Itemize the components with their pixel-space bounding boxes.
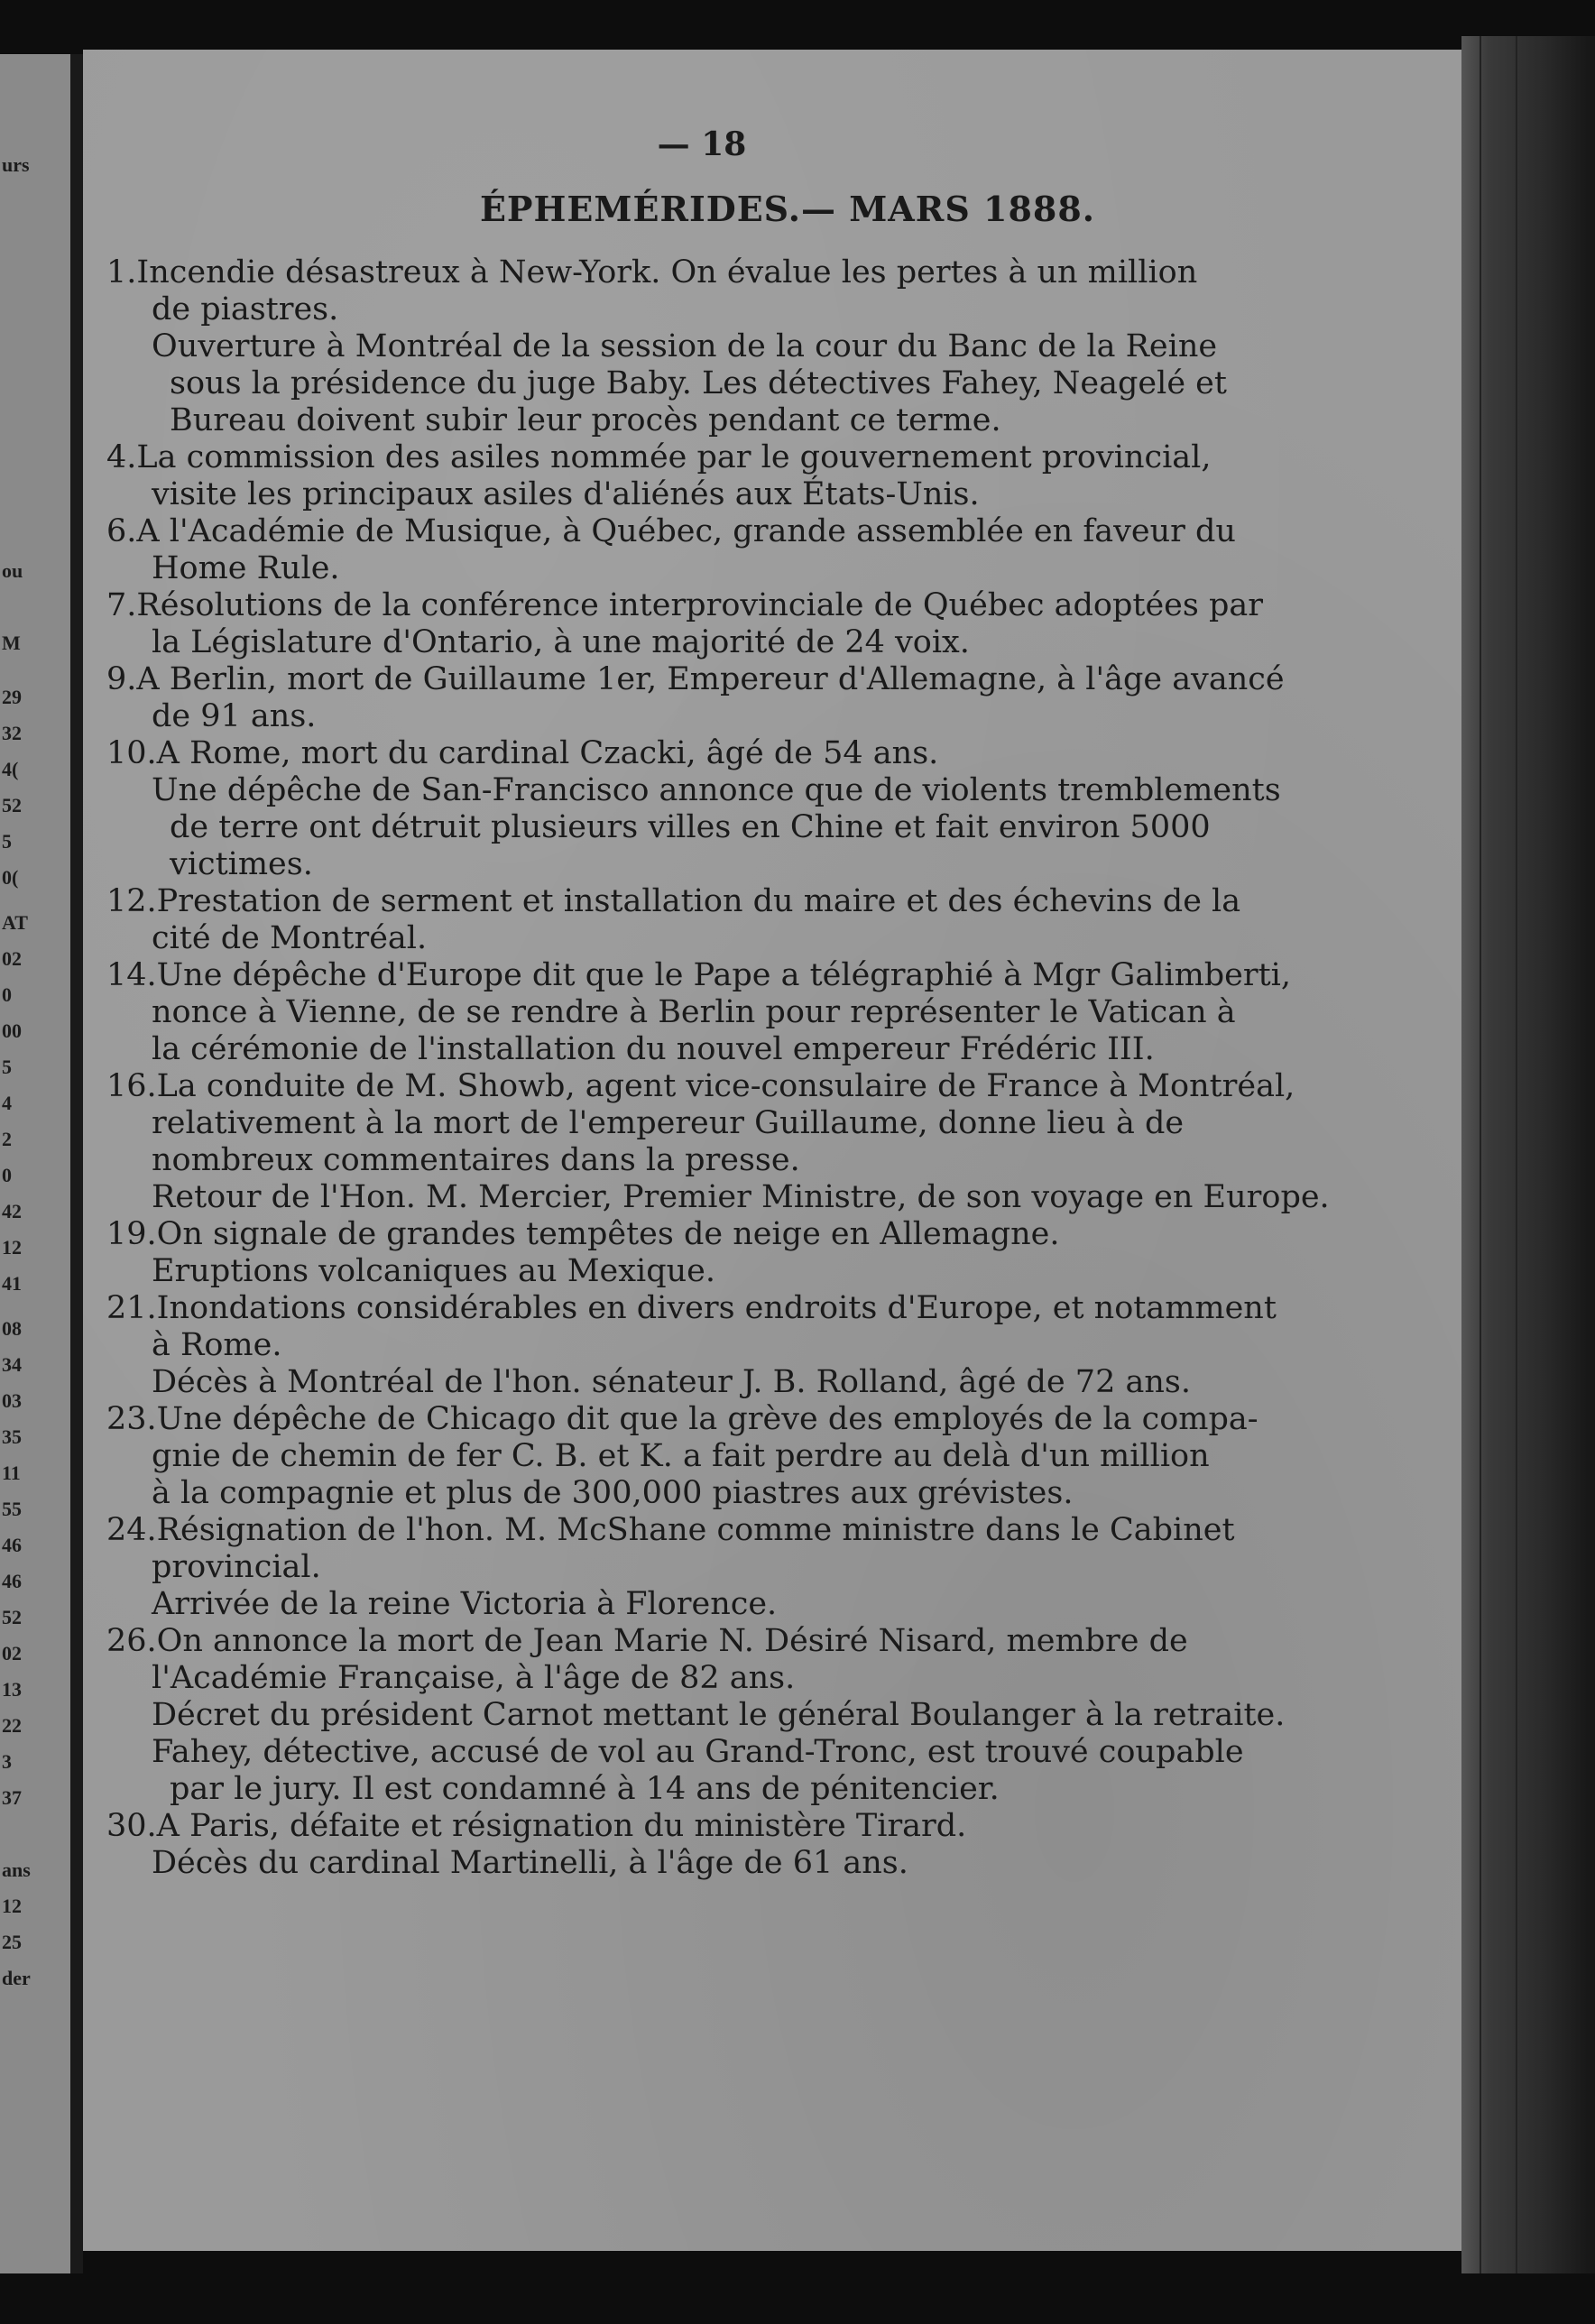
entry-text: On signale de grandes tempêtes de neige en Allemagne. [156, 1216, 1060, 1252]
list-item [106, 661, 1369, 735]
entry-line [106, 1512, 1369, 1549]
entry-line [106, 1623, 1369, 1660]
list-item [106, 254, 1369, 328]
list-item [106, 1845, 1369, 1882]
adjacent-page-fragment: 3 [2, 1750, 12, 1773]
entry-text: Une dépêche de Chicago dit que la grève des employés de la compa- [156, 1401, 1258, 1437]
list-item [106, 1697, 1369, 1734]
entry-line: Bureau doivent subir leur procès pendant ce terme. [170, 402, 1001, 438]
adjacent-page-fragment: 41 [2, 1272, 22, 1295]
entry-line: Décès du cardinal Martinelli, à l'âge de 61 ans. [152, 1845, 908, 1881]
list-item [106, 1623, 1369, 1697]
entry-text: Inondations considérables en divers endroits d'Europe, et notamment [156, 1290, 1277, 1326]
list-item [106, 772, 1369, 883]
entry-line [106, 513, 1369, 550]
list-item [106, 513, 1369, 587]
adjacent-page-fragment: 12 [2, 1895, 22, 1917]
adjacent-page-fragment: 52 [2, 794, 22, 816]
entry-day-number: 30. [106, 1808, 157, 1844]
list-item [106, 1253, 1369, 1290]
entry-line: victimes. [170, 846, 313, 882]
list-item [106, 957, 1369, 1068]
list-item [106, 1290, 1369, 1364]
adjacent-page-fragment: 42 [2, 1200, 22, 1222]
adjacent-page-fragment: der [2, 1967, 31, 1989]
entry-line: cité de Montréal. [152, 920, 428, 956]
list-item [106, 735, 1369, 772]
entry-text: Résignation de l'hon. M. McShane comme ministre dans le Cabinet [156, 1512, 1235, 1548]
adjacent-page-fragment: 37 [2, 1786, 22, 1809]
adjacent-page-fragment: 29 [2, 686, 22, 708]
entry-line: Décès à Montréal de l'hon. sénateur J. B. Rolland, âgé de 72 ans. [152, 1364, 1191, 1400]
adjacent-page-fragment: 2 [2, 1128, 12, 1150]
adjacent-page-fragment: 4 [2, 1092, 12, 1114]
adjacent-page-fragment: 13 [2, 1678, 22, 1701]
entry-text: Résolutions de la conférence interprovinciale de Québec adoptées par [136, 587, 1263, 623]
adjacent-page-fragment: 34 [2, 1353, 22, 1376]
entry-day-number: 19. [106, 1216, 157, 1252]
list-item [106, 1179, 1369, 1216]
adjacent-page-fragment: 0( [2, 866, 19, 889]
entry-line [106, 883, 1369, 920]
adjacent-page-fragment: 4( [2, 758, 19, 780]
entry-day-number: 26. [106, 1623, 157, 1659]
entry-line: de piastres. [152, 291, 339, 327]
entry-line: provincial. [152, 1549, 321, 1585]
adjacent-page-fragment: 0 [2, 983, 12, 1006]
entry-text: A Rome, mort du cardinal Czacki, âgé de 54 ans. [156, 735, 939, 771]
adjacent-page-fragment: 52 [2, 1606, 22, 1628]
adjacent-page-fragment: 11 [2, 1462, 21, 1484]
entry-line: sous la présidence du juge Baby. Les détectives Fahey, Neagelé et [170, 365, 1227, 401]
entry-line: Eruptions volcaniques au Mexique. [152, 1253, 715, 1289]
entry-line: la Législature d'Ontario, à une majorité de 24 voix. [152, 624, 970, 660]
entry-line [106, 1401, 1369, 1438]
entry-line [106, 661, 1369, 698]
entry-line: à Rome. [152, 1327, 282, 1363]
adjacent-page-fragment: 12 [2, 1236, 22, 1259]
entry-line: l'Académie Française, à l'âge de 82 ans. [152, 1660, 796, 1696]
entry-line: de 91 ans. [152, 698, 317, 734]
entry-line: nonce à Vienne, de se rendre à Berlin pour représenter le Vatican à [152, 994, 1236, 1030]
spine-edge-line [1480, 36, 1481, 2273]
adjacent-page-fragment: 08 [2, 1317, 22, 1340]
entry-line: Retour de l'Hon. M. Mercier, Premier Ministre, de son voyage en Europe. [152, 1179, 1330, 1215]
entry-line [106, 735, 1369, 772]
adjacent-page-fragment: 5 [2, 830, 12, 853]
entry-line: Une dépêche de San-Francisco annonce que de violents tremblements [152, 772, 1281, 808]
adjacent-page-fragment: 46 [2, 1534, 22, 1556]
list-item [106, 1068, 1369, 1179]
entry-line: par le jury. Il est condamné à 14 ans de pénitencier. [170, 1771, 1000, 1807]
entry-line [106, 1216, 1369, 1253]
entry-line [106, 587, 1369, 624]
adjacent-page-fragment: 55 [2, 1498, 22, 1520]
entry-line: de terre ont détruit plusieurs villes en Chine et fait environ 5000 [170, 809, 1211, 845]
entry-line: Ouverture à Montréal de la session de la cour du Banc de la Reine [152, 328, 1218, 364]
entry-day-number: 10. [106, 735, 157, 771]
entry-day-number: 24. [106, 1512, 157, 1548]
adjacent-page-fragment: ou [2, 559, 23, 582]
adjacent-page-fragment: 02 [2, 947, 22, 970]
list-item [106, 1512, 1369, 1586]
list-item [106, 1364, 1369, 1401]
page-title: ÉPHEMÉRIDES.— MARS 1888. [479, 189, 1096, 229]
list-item [106, 1586, 1369, 1623]
adjacent-page-fragment: 46 [2, 1570, 22, 1592]
entry-line: gnie de chemin de fer C. B. et K. a fait perdre au delà d'un million [152, 1438, 1210, 1474]
adjacent-page-fragment: urs [2, 153, 30, 176]
list-item [106, 328, 1369, 439]
entry-day-number: 21. [106, 1290, 157, 1326]
entry-line: nombreux commentaires dans la presse. [152, 1142, 800, 1178]
entry-line [106, 957, 1369, 994]
list-item [106, 1216, 1369, 1253]
entry-text: A Paris, défaite et résignation du ministère Tirard. [156, 1808, 967, 1844]
adjacent-page-fragment: 0 [2, 1164, 12, 1186]
page-gutter-shadow [70, 54, 83, 2273]
list-item [106, 1401, 1369, 1512]
adjacent-page-fragment: 35 [2, 1425, 22, 1448]
entry-line [106, 1068, 1369, 1105]
entry-day-number: 14. [106, 957, 157, 993]
entry-day-number: 4. [106, 439, 137, 475]
entry-text: A l'Académie de Musique, à Québec, grande assemblée en faveur du [136, 513, 1236, 549]
entry-text: La commission des asiles nommée par le gouvernement provincial, [136, 439, 1212, 475]
list-item [106, 1808, 1369, 1845]
list-item [106, 439, 1369, 513]
entry-day-number: 16. [106, 1068, 157, 1104]
adjacent-page-fragment: 03 [2, 1389, 22, 1412]
entry-day-number: 23. [106, 1401, 157, 1437]
entry-line: Home Rule. [152, 550, 340, 586]
ephemerides-list [106, 254, 1369, 1882]
list-item [106, 587, 1369, 661]
page-text [106, 126, 1369, 1882]
entry-line: Arrivée de la reine Victoria à Florence. [152, 1586, 778, 1622]
adjacent-page-fragment: 02 [2, 1642, 22, 1665]
entry-text: On annonce la mort de Jean Marie N. Désiré Nisard, membre de [156, 1623, 1188, 1659]
adjacent-page-strip [0, 54, 83, 2273]
book-spine [1461, 36, 1595, 2273]
entry-line: Décret du président Carnot mettant le général Boulanger à la retraite. [152, 1697, 1286, 1733]
entry-line [106, 1808, 1369, 1845]
entry-line: à la compagnie et plus de 300,000 piastres aux grévistes. [152, 1475, 1074, 1511]
list-item [106, 1734, 1369, 1808]
adjacent-page-fragment: ans [2, 1858, 31, 1881]
list-item [106, 883, 1369, 957]
entry-line [106, 439, 1369, 476]
adjacent-page-fragment: 22 [2, 1714, 22, 1737]
entry-line: Fahey, détective, accusé de vol au Grand-Tronc, est trouvé coupable [152, 1734, 1244, 1770]
adjacent-page-fragment: M [2, 632, 21, 654]
adjacent-page-fragment: 5 [2, 1056, 12, 1078]
entry-line: visite les principaux asiles d'aliénés aux États-Unis. [152, 476, 980, 512]
spine-edge-line [1516, 36, 1517, 2273]
entry-text: A Berlin, mort de Guillaume 1er, Empereur d'Allemagne, à l'âge avancé [136, 661, 1285, 697]
entry-line [106, 1290, 1369, 1327]
entry-line: la cérémonie de l'installation du nouvel empereur Frédéric III. [152, 1031, 1155, 1067]
entry-day-number: 7. [106, 587, 137, 623]
entry-text: La conduite de M. Showb, agent vice-consulaire de France à Montréal, [156, 1068, 1295, 1104]
entry-day-number: 9. [106, 661, 137, 697]
entry-day-number: 1. [106, 254, 137, 290]
adjacent-page-fragment: 32 [2, 722, 22, 744]
entry-day-number: 6. [106, 513, 137, 549]
adjacent-page-fragment: 25 [2, 1931, 22, 1953]
entry-text: Prestation de serment et installation du maire et des échevins de la [156, 883, 1241, 919]
entry-text: Une dépêche d'Europe dit que le Pape a télégraphié à Mgr Galimberti, [156, 957, 1292, 993]
page-number: — 18 [657, 125, 747, 163]
adjacent-page-fragment: 00 [2, 1019, 22, 1042]
entry-line [106, 254, 1369, 291]
entry-day-number: 12. [106, 883, 157, 919]
adjacent-page-fragment: AT [2, 911, 28, 934]
entry-line: relativement à la mort de l'empereur Guillaume, donne lieu à de [152, 1105, 1185, 1141]
entry-text: Incendie désastreux à New-York. On évalue les pertes à un million [136, 254, 1198, 290]
